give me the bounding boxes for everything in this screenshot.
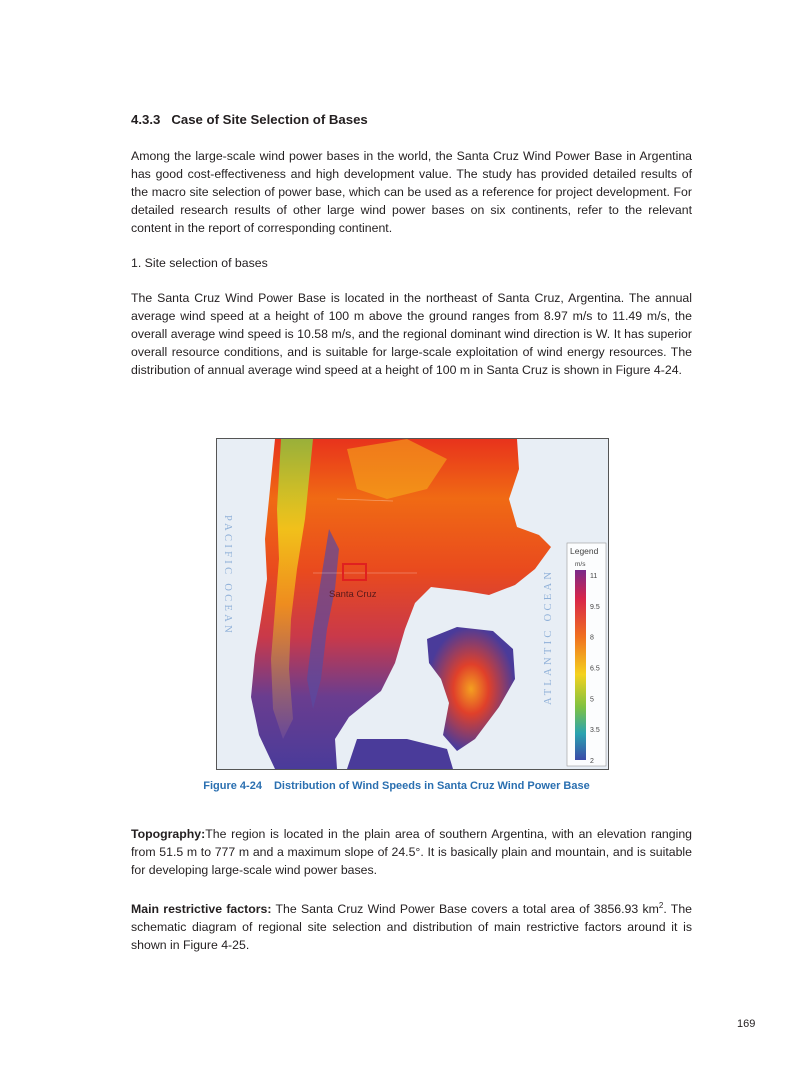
legend-tick-label: 9.5 [590, 603, 600, 611]
topography-paragraph [131, 826, 692, 880]
site-paragraph: The Santa Cruz Wind Power Base is located in the northeast of Santa Cruz, Argentina. The annual average wind speed at a height of 100 m above the ground ranges from 8.97 m/s to 11.49 m/s, the overall average wind speed is 10.58 m/s, and the regional dominant wind direction is W. It has superior overall resource conditions, and is suitable for large-scale exploitation of wind energy resources. The distribution of annual average wind speed at a height of 100 m in Santa Cruz is shown in Figure 4-24. [131, 291, 692, 377]
legend-colorbar [575, 570, 586, 760]
pacific-ocean-label: PACIFIC OCEAN [222, 515, 233, 636]
subsection-title: 1. Site selection of bases [131, 256, 268, 270]
area-superscript: 2 [658, 901, 664, 910]
section-number: 4.3.3 [131, 112, 161, 127]
section-heading [131, 112, 368, 127]
legend-unit: m/s [575, 561, 586, 568]
legend-title: Legend [570, 546, 599, 556]
page-number: 169 [737, 1018, 756, 1030]
restrictive-text-after: . The schematic diagram of regional site selection and distribution of main restrictive factors around it is shown in Figure 4-25. [131, 902, 692, 952]
restrictive-paragraph [131, 897, 692, 955]
legend-tick-label: 3.5 [590, 727, 600, 735]
legend-tick-label: 8 [590, 634, 594, 642]
intro-paragraph: Among the large-scale wind power bases in the world, the Santa Cruz Wind Power Base in Argentina has good cost-effectiveness and high development value. The study has provided detailed results of the macro site selection of power base, which can be used as a reference for project development. For detailed research results of other large wind power bases on six continents, refer to the relevant content in the report of corresponding continent. [131, 149, 692, 235]
atlantic-ocean-label: ATLANTIC OCEAN [543, 568, 554, 705]
topography-text: The region is located in the plain area of southern Argentina, with an elevation ranging from 51.5 m to 777 m and a maximum slope of 24.5°. It is basically plain and mountain, and is suitable for developing large-scale wind power bases. [131, 827, 692, 877]
wind-speed-map [216, 438, 609, 770]
legend-tick-label: 5 [590, 696, 594, 704]
caption-text: Distribution of Wind Speeds in Santa Cruz Wind Power Base [273, 780, 590, 792]
restrictive-label: Main restrictive factors: [131, 902, 272, 917]
legend [567, 543, 606, 766]
figure-caption [0, 780, 793, 792]
legend-tick-label: 6.5 [590, 665, 600, 673]
section-title: Case of Site Selection of Bases [171, 112, 368, 127]
map-graphic [217, 439, 608, 769]
topography-label: Topography: [131, 827, 206, 841]
restrictive-text-before: The Santa Cruz Wind Power Base covers a total area of 3856.93 km [271, 902, 659, 917]
legend-tick-label: 2 [590, 758, 594, 765]
site-label: Santa Cruz [329, 589, 377, 600]
caption-number: Figure 4-24 [203, 780, 262, 792]
legend-tick-label: 11 [590, 573, 598, 580]
